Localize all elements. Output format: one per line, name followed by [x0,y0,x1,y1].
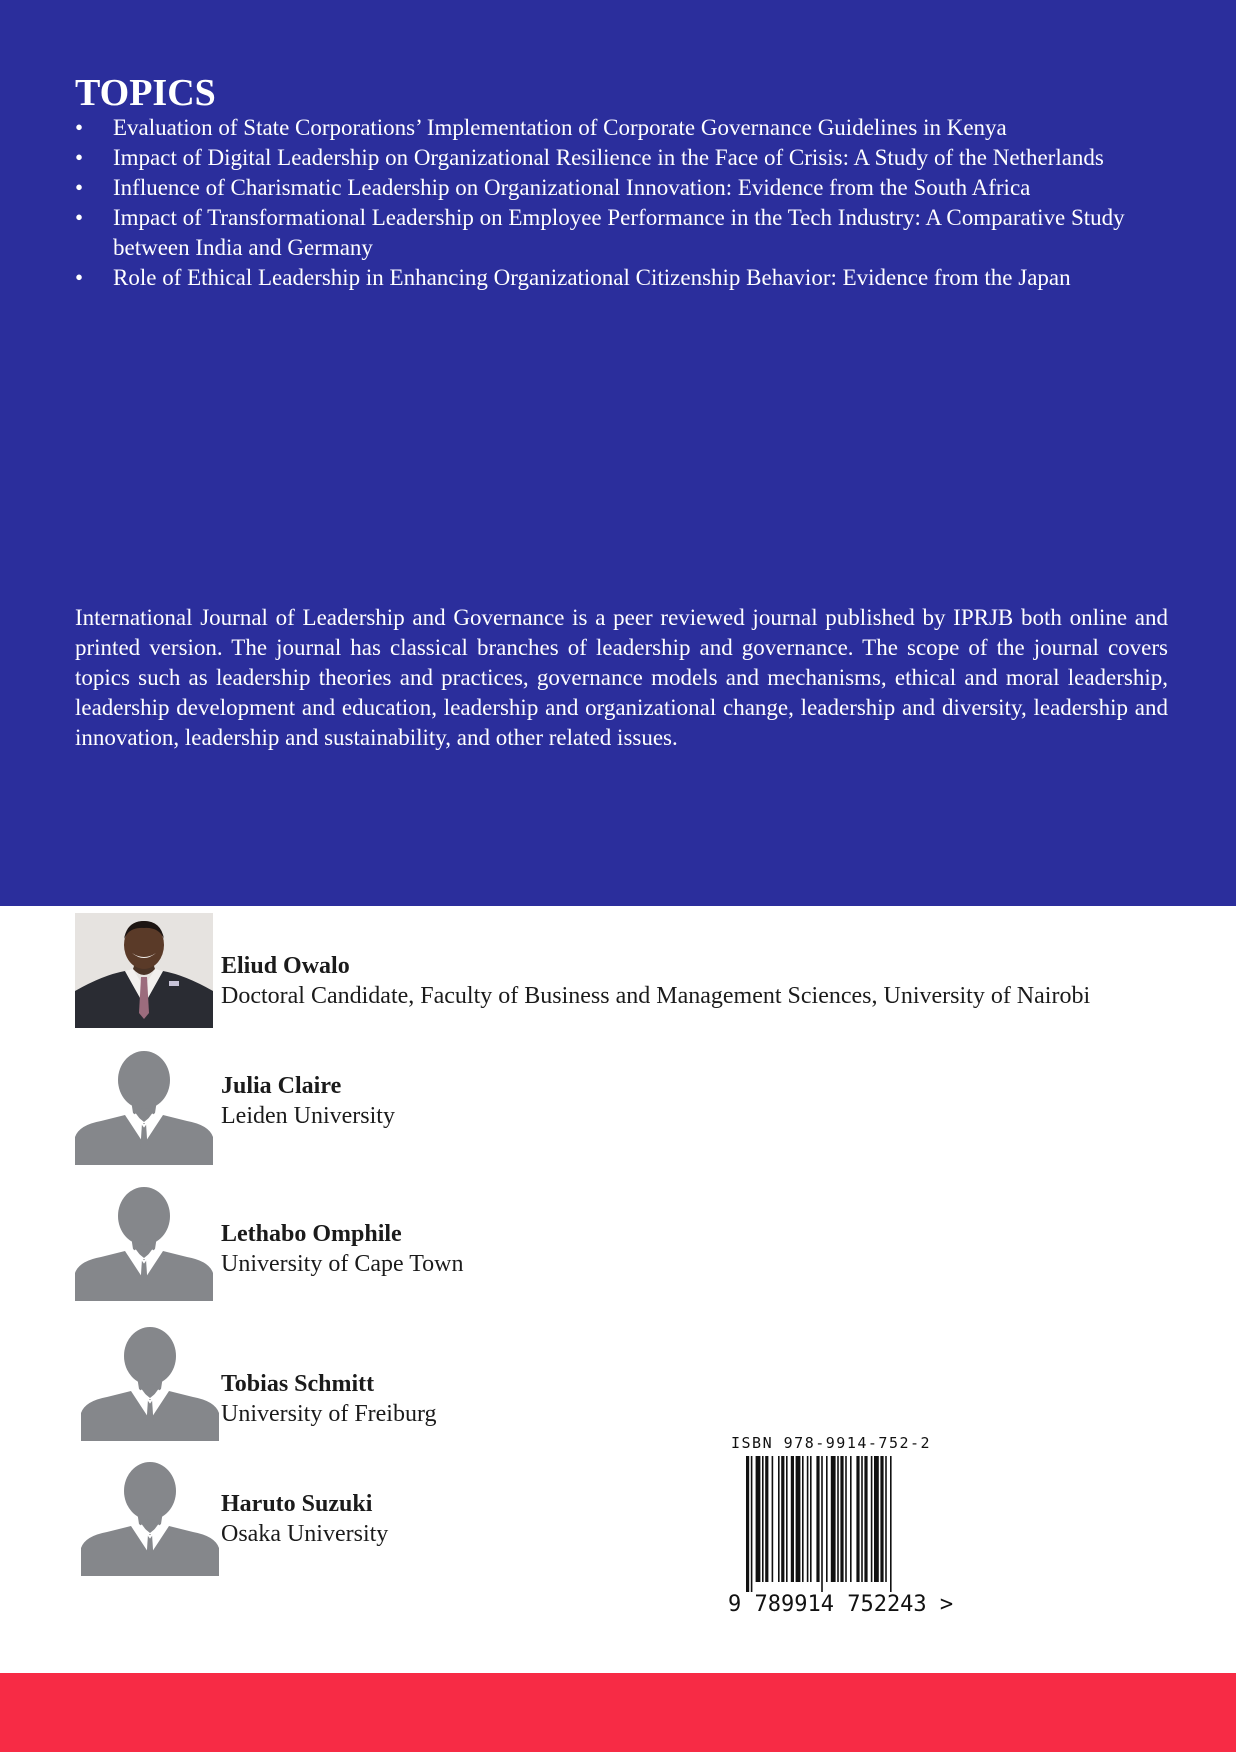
journal-description: International Journal of Leadership and Governance is a peer reviewed journal published by IPRJB both online and printed version. The journal has classical branches of leadership and governance. The scope of the journal covers topics such as leadership theories and practices, governance models and mechanisms, ethical and moral leadership, leadership development and education, leadership and organizational change, leadership and diversity, leadership and innovation, leadership and sustainability, and other related issues. [75,605,1168,750]
bullet-icon: • [75,115,84,140]
bullet-icon: • [75,175,84,200]
barcode-bar [778,1456,780,1582]
bullet-icon: • [75,205,84,230]
topic-text: Evaluation of State Corporations’ Implementation of Corporate Governance Guidelines in Kenya [113,115,1007,140]
author-name: Tobias Schmitt [221,1371,375,1397]
barcode-bar [796,1456,801,1582]
silhouette-icon [79,1326,221,1441]
barcode-bar [874,1456,879,1582]
barcode-bar [826,1456,828,1582]
barcode-bar [845,1456,847,1582]
barcode-bar [751,1456,753,1592]
silhouette-icon [79,1461,221,1576]
barcode-bar [831,1456,836,1582]
barcode-bar [856,1456,859,1582]
barcode-bar [821,1456,823,1592]
topic-item [75,263,1175,293]
barcode-bar [746,1456,749,1592]
author-affiliation: University of Freiburg [221,1401,437,1427]
topic-item [75,113,1175,143]
author-name: Julia Claire [221,1073,342,1099]
footer-red-band [0,1673,1236,1752]
topic-item [75,173,1175,203]
author-portrait-photo [75,913,213,1028]
barcode-bar [861,1456,863,1582]
barcode-bar [791,1456,794,1582]
topics-title: TOPICS [75,72,216,114]
barcode-bar [765,1456,768,1582]
isbn-label: ISBN 978-9914-752-2 [731,1434,932,1452]
barcode-bar [807,1456,809,1582]
barcode-bar [840,1456,843,1582]
barcode-bar [864,1456,867,1582]
barcode-bar [781,1456,784,1582]
topic-text: Impact of Transformational Leadership on Employee Performance in the Tech Industry: A Comparative Study between India and Germany [113,205,1125,260]
barcode-bar [880,1456,883,1582]
author-name: Haruto Suzuki [221,1491,373,1517]
barcode-bar [885,1456,887,1582]
topic-text: Influence of Charismatic Leadership on Organizational Innovation: Evidence from the South Africa [113,175,1031,200]
bullet-icon: • [75,265,84,290]
barcode-bar [802,1456,804,1582]
topics-list [75,113,1175,293]
barcode-digits: 9 789914 752243 > [728,1592,954,1617]
silhouette-icon [75,1050,213,1165]
barcode-bar [786,1456,788,1582]
barcode-bar [850,1456,852,1582]
bullet-icon: • [75,145,84,170]
author-name: Lethabo Omphile [221,1221,402,1247]
author-affiliation: University of Cape Town [221,1251,464,1277]
author-name: Eliud Owalo [221,953,350,979]
barcode-bar [762,1456,764,1582]
topic-item [75,203,1175,263]
barcode-bar [816,1456,819,1582]
isbn-barcode-block [728,1434,958,1624]
author-affiliation: Osaka University [221,1521,389,1547]
barcode-icon [728,1456,928,1592]
author-affiliation: Leiden University [221,1103,395,1129]
barcode-bar [837,1456,839,1582]
topic-text: Role of Ethical Leadership in Enhancing Organizational Citizenship Behavior: Evidence from the Japan [113,265,1071,290]
silhouette-icon [75,1186,213,1301]
author-affiliation: Doctoral Candidate, Faculty of Business and Management Sciences, University of Nairobi [221,983,1091,1009]
barcode-bar [772,1456,774,1582]
topic-text: Impact of Digital Leadership on Organizational Resilience in the Face of Crisis: A Study of the Netherlands [113,145,1104,170]
barcode-bar [810,1456,812,1582]
barcode-bar [890,1456,892,1592]
barcode-bar [871,1456,873,1582]
topic-item [75,143,1175,173]
barcode-bar [756,1456,761,1582]
